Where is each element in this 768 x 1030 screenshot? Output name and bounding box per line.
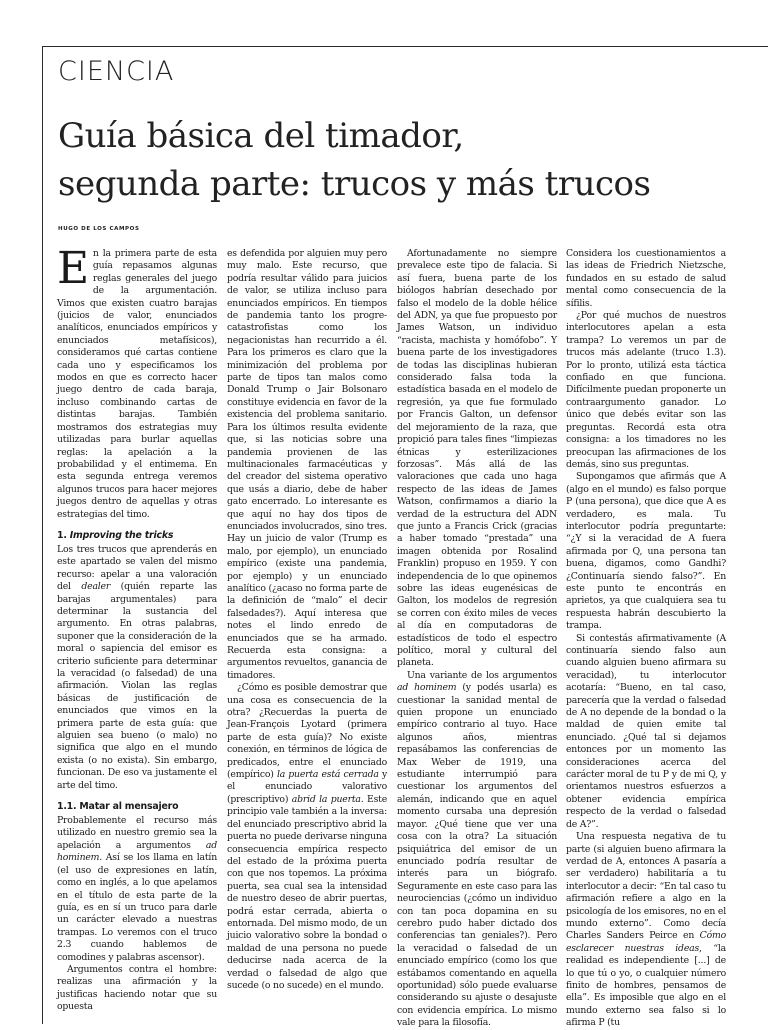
em-text: la puerta está cerrada	[276, 769, 379, 781]
paragraph: Si contestás afirmativamente (A continuaría siendo falso aun cuando alguien bueno afirmara su veracidad), tu interlocutor acotaría: “Bueno, en tal caso, parecería que la verdad o falsedad de A no depende de la bondad o la maldad de quien emite tal enunciado. ¿Qué tal si dejamos entonces por un momento las consideraciones acerca del carácter moral de tu P y de mi Q, y orientamos nuestros esfuerzos a obtener evidencia empírica respecto de la verdad o falsedad de A?”.	[566, 632, 726, 830]
intro-paragraph	[57, 243, 217, 521]
subheading-title: Improving the tricks	[69, 529, 174, 541]
title-line-1: Guía básica del timador,	[58, 116, 464, 156]
text: Los tres trucos que aprenderás en este apartado se valen del mismo recurso: apelar a una valoración del	[57, 543, 217, 593]
text: ¿Cómo es posible demostrar que una cosa es consecuencia de la otra? ¿Recuerdas la puerta de Jean-François Lyotard (primera parte de esta guía)? No existe conexión, en términos de lógica de predicados, entre el enunciado (empírico)	[227, 682, 387, 781]
text: Una variante de los argumentos	[407, 669, 557, 681]
article-title	[58, 112, 758, 208]
text: (y podés usarla) es cuestionar la sanidad mental de quien propone un enunciado empírico contrario al tuyo. Hace algunos años, mientras repasábamos las conferencias de Max Weber de 1919, una estudiante interrumpió para cuestionar los argumentos del alemán, indicando que en aquel momento cursaba una depresión mayor. ¿Qué tiene que ver una cosa con la otra? La situación psiquiátrica del emisor de un enunciado podría resultar de interés para un biógrafo. Seguramente en este caso para las neurociencias (¿cómo un individuo con tan poca dopamina en su cerebro pudo haber dictado dos conferencias tan geniales?). Pero la veracidad o falsedad de un enunciado empírico (como los que estábamos comentando en aquella oportunidad) sólo puede evaluarse considerando su ajuste o desajuste con evidencia empírica. Lo mismo vale para la filosofía.	[397, 682, 557, 1029]
subheading-improving-tricks	[57, 530, 217, 542]
em-text: ad hominem	[397, 682, 457, 694]
text: y el enunciado valorativo (prescriptivo)	[227, 769, 387, 805]
section-label: CIENCIA	[58, 56, 175, 87]
paragraph	[566, 831, 726, 1030]
em-text: ad hominem	[57, 839, 217, 864]
paragraph	[57, 544, 217, 792]
text: . Así se los llama en latín (el uso de expresiones en latín, como en inglés, a lo que apelamos en el título de esta parte de la guía, es en sí un truco para darle un carácter elevado a nuestras trampas. Lo veremos con el truco 2.3 cuando hablemos de comodines y palabras ascensor).	[57, 852, 217, 963]
em-text: abrid la puerta	[291, 793, 361, 805]
em-text: dealer	[81, 581, 111, 593]
paragraph	[227, 682, 387, 992]
paragraph: es defendida por alguien muy pero muy malo. Este recurso, que podría resultar válido para juicios de valor, se utiliza incluso para enunciados empíricos. En tiempos de pandemia tanto los progre-catastrofistas como los negacionistas han recurrido a él. Para los primeros es claro que la minimización del problema por parte de tipos tan malos como Donald Trump o Jair Bolsonaro constituye evidencia en favor de la existencia del problema sanitario. Para los últimos resulta evidente que, si las noticias sobre una pandemia provienen de las multinacionales farmacéuticas y del creador del sistema operativo que usás a diario, debe de haber gato encerrado. Lo interesante es que aquí no hay dos tipos de enunciados involucrados, sino tres. Hay un juicio de valor (Trump es malo, por ejemplo), un enunciado empírico (existe una pandemia, por ejemplo) y un enunciado analítico (¿acaso no forma parte de la definición de “malo” el decir falsedades?). Aquí interesa que notes el lindo enredo de enunciados que se ha armado. Recuerda esta consigna: a argumentos revueltos, ganancia de timadores.	[227, 248, 387, 681]
column-1	[57, 243, 218, 1018]
paragraph	[397, 670, 557, 1030]
paragraph: Considera los cuestionamientos a las ideas de Friedrich Nietzsche, fundados en su estado de salud mental como consecuencia de la sífilis.	[566, 248, 726, 309]
column-4	[566, 248, 726, 1029]
column-3	[397, 248, 557, 1029]
text: . Este principio vale también a la inversa: del enunciado prescriptivo abrid la puerta no puede derivarse ninguna consecuencia empírica respecto del estado de la próxima puerta con que nos topemos. La próxima puerta, sea cual sea la intensidad de nuestro deseo de abrir puertas, podrá estar cerrada, abierta o entornada. Del mismo modo, de un juicio valorativo sobre la bondad o maldad de una persona no puede deducirse nada acerca de la verdad o falsedad de algo que sucede (o no sucede) en el mundo.	[227, 793, 387, 991]
intro-text: n la primera parte de esta guía repasamos algunas reglas generales del juego de la argumentación. Vimos que existen cuatro barajas (juicios de valor, enunciados analíticos, enunciados empíricos y enunciados metafísicos), consideramos qué cartas contiene cada uno y especificamos los modos en que es correcto hacer juego dentro de cada baraja, incluso combinando cartas de distintas barajas. También mostramos dos estrategias muy utilizadas para burlar aquellas reglas: la apelación a la probabilidad y el entimema. En esta segunda entrega veremos algunos trucos para hacer mejores juegos dentro de aquellas y otras estrategias del timo.	[57, 248, 217, 520]
paragraph: Afortunadamente no siempre prevalece este tipo de falacia. Si así fuera, buena parte de los biólogos habrían desechado por falso el modelo de la doble hélice del ADN, ya que fue propuesto por James Watson, un individuo “racista, machista y homófobo”. Y buena parte de los investigadores de todas las disciplinas hubieran considerado falsa toda la estadística basada en el modelo de regresión, ya que fue formulado por Francis Galton, un defensor del mejoramiento de la raza, que propició para tales fines “limpiezas étnicas y esterilizaciones forzosas”. Más allá de las valoraciones que cada uno haga respecto de las ideas de James Watson, confirmamos a diario la verdad de la estructura del ADN que junto a Francis Crick (gracias a haber tomado “prestada” una imagen obtenida por Rosalind Franklin) propuso en 1959. Y con independencia de lo que opinemos sobre las ideas eugenésicas de Galton, los modelos de regresión se corren con éxito miles de veces al día en computadoras de estadísticos de todo el espectro político, moral y cultural del planeta.	[397, 248, 557, 669]
text: , “la realidad es independiente [...] de lo que tú o yo, o cualquier número finito de hombres, pensamos de ella”. Es imposible que algo en el mundo externo sea falso si lo afirma P (tu	[566, 942, 726, 1029]
drop-cap: E	[57, 243, 89, 294]
subheading-number: 1.	[57, 529, 67, 541]
paragraph: Argumentos contra el hombre: realizas una afirmación y la justificas haciendo notar que su opuesta	[57, 963, 217, 1013]
em-text: Cómo esclarecer nuestras ideas	[566, 930, 726, 954]
paragraph: ¿Por qué muchos de nuestros interlocutores apelan a esta trampa? Lo veremos un par de trucos más adelante (truco 1.3). Por lo pronto, utilizá esta táctica confiado en que funciona. Difícilmente puedan proponerte un contraargumento ganador. Lo único que debés evitar son las preguntas. Recordá esta otra consigna: a los timadores no les preocupan las afirmaciones de los demás, sino sus preguntas.	[566, 310, 726, 470]
frame-rule-top	[42, 46, 768, 47]
author-byline: HUGO DE LOS CAMPOS	[58, 226, 140, 232]
column-2	[227, 248, 387, 1018]
text: Probablemente el recurso más utilizado en nuestro gremio sea la apelación a argumentos	[57, 815, 217, 851]
title-line-2: segunda parte: trucos y más trucos	[58, 164, 651, 204]
text: (quién reparte las barajas argumentales) para determinar la sustancia del argumento. En otras palabras, suponer que la consideración de la moral o sapiencia del emisor es criterio suficiente para determinar la veracidad (o falsedad) de una afirmación. Violan las reglas básicas de justificación de enunciados que vimos en la primera parte de esta guía: que alguien sea bueno (o malo) no significa que algo en el mundo exista (o no exista). Sin embargo, funcionan. De eso va justamente el arte del timo.	[57, 581, 218, 791]
paragraph: Supongamos que afirmás que A (algo en el mundo) es falso porque P (una persona), que dice que A es verdadero, es mala. Tu interlocutor podría preguntarte: “¿Y si la veracidad de A fuera afirmada por Q, una persona tan buena, digamos, como Gandhi? ¿Continuaría siendo falso?”. En este punto te encontrás en aprietos, ya que cualquiera sea tu respuesta habrán descubierto la trampa.	[566, 471, 726, 632]
frame-rule-left	[42, 46, 43, 1024]
subheading-matar-mensajero: 1.1. Matar al mensajero	[57, 801, 179, 813]
paragraph	[57, 815, 217, 964]
text: Una respuesta negativa de tu parte (si alguien bueno afirmara la verdad de A, entonces A pasaría a ser verdadero) habilitaría a tu interlocutor a decir: “En tal caso tu afirmación refiere a algo en la psicología de los emisores, no en el mundo externo”. Como decía Charles Sanders Peirce en	[566, 831, 726, 942]
